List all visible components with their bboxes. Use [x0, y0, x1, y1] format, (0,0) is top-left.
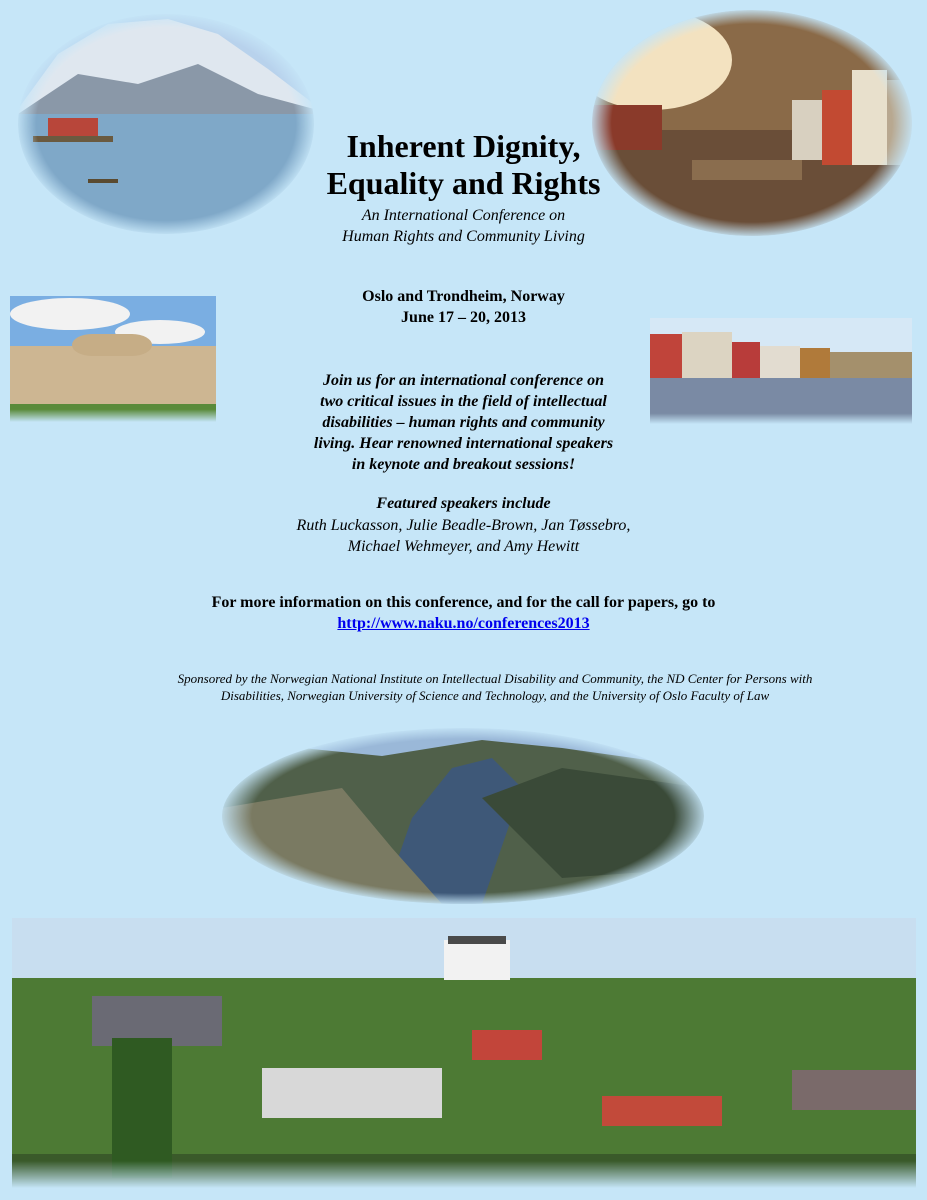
photo-town-panorama — [12, 918, 916, 1188]
conference-title — [200, 128, 727, 202]
intro-line: disabilities – human rights and community — [322, 414, 605, 431]
photo-wharf-houses — [592, 10, 912, 236]
conference-link[interactable]: http://www.naku.no/conferences2013 — [337, 615, 590, 632]
subtitle-line-1: An International Conference on — [361, 207, 566, 224]
intro-line: two critical issues in the field of intellectual — [320, 393, 607, 410]
title-line-1: Inherent Dignity, — [346, 128, 581, 164]
photo-fjord-cliffs — [222, 728, 704, 904]
intro-line: in keynote and breakout sessions! — [351, 456, 576, 473]
location-and-dates — [200, 286, 727, 328]
subtitle-line-2: Human Rights and Community Living — [342, 228, 585, 245]
speakers-heading: Featured speakers include — [376, 495, 551, 512]
dates: June 17 – 20, 2013 — [401, 309, 526, 326]
photo-waterfront-reflection — [650, 318, 912, 424]
sponsor-line-2: Disabilities, Norwegian University of Science and Technology, and the University of Oslo Faculty of Law — [220, 688, 770, 703]
speakers-list — [240, 515, 687, 557]
title-line-2: Equality and Rights — [326, 165, 601, 201]
sponsor-line-1: Sponsored by the Norwegian National Institute on Intellectual Disability and Community, the ND Center for Persons with — [177, 671, 813, 686]
location: Oslo and Trondheim, Norway — [362, 288, 565, 305]
photo-parliament-building — [10, 296, 216, 422]
more-info-text: For more information on this conference, and for the call for papers, go to — [211, 594, 716, 611]
intro-line: living. Hear renowned international speakers — [313, 435, 614, 452]
intro-line: Join us for an international conference on — [323, 372, 604, 389]
conference-subtitle — [200, 205, 727, 247]
sponsor-note — [110, 670, 880, 704]
speakers-line-1: Ruth Luckasson, Julie Beadle-Brown, Jan Tøssebro, — [296, 517, 631, 534]
speakers-line-2: Michael Wehmeyer, and Amy Hewitt — [347, 538, 580, 555]
intro-paragraph — [270, 370, 657, 475]
more-info — [0, 592, 927, 634]
